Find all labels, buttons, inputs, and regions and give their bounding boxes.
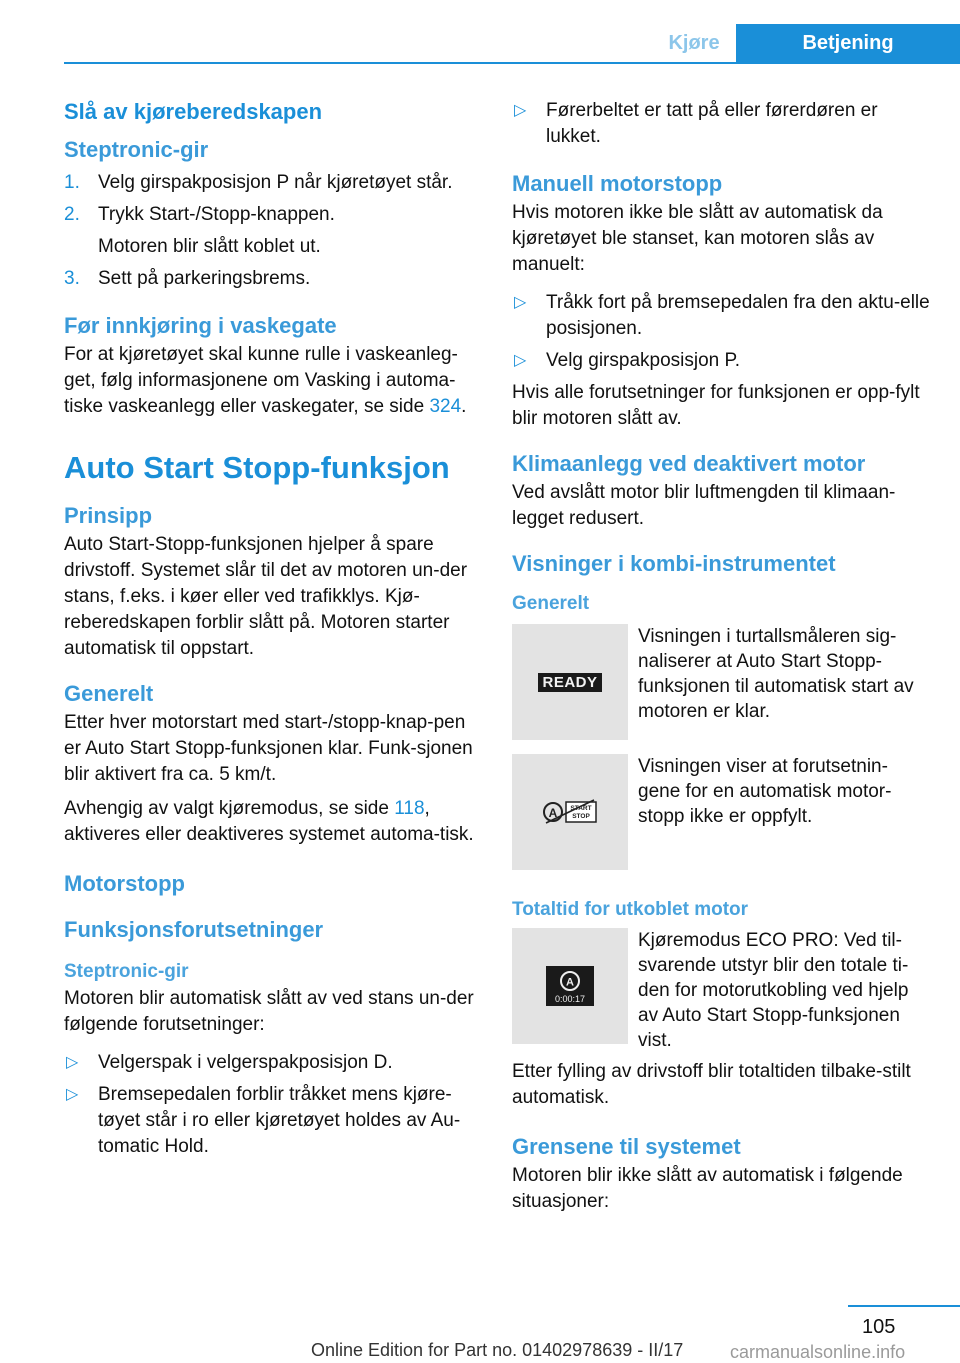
heading-klimaanlegg: Klimaanlegg ved deaktivert motor — [512, 451, 866, 476]
paragraph-fylling: Etter fylling av drivstoff blir totaltiden tilbake‐stilt automatisk. — [512, 1061, 911, 1108]
paragraph-grensene: Motoren blir ikke slått av automatisk i følgende situasjoner: — [512, 1165, 903, 1212]
figure-totaltid-caption: Kjøremodus ECO PRO: Ved til‐svarende utstyr blir den totale ti‐den for motorutkobling ved hjelp av Auto Start Stopp-funksjonen vist. — [638, 930, 909, 1051]
header-tab-betjening[interactable]: Betjening — [736, 24, 960, 62]
auto-start-stop-crossed-image — [512, 754, 628, 870]
paragraph-generelt-1: Etter hver motorstart med start-/stopp-knap‐pen er Auto Start Stopp-funksjonen klar. Funk‐sjonen blir aktivert fra ca. 5 km/t. — [64, 712, 473, 785]
paragraph-prinsipp: Auto Start-Stopp-funksjonen hjelper å spare drivstoff. Systemet slår til det av motoren un‐der stans, f.eks. i køer eller ved trafikklys. Kjø‐reberedskapen forblir slått på. Motoren starter automatisk til oppstart. — [64, 534, 468, 659]
triangle-bullet-icon: ▷ — [66, 1086, 79, 1103]
heading-steptronic: Steptronic-gir — [64, 137, 209, 162]
heading-grensene: Grensene til systemet — [512, 1134, 741, 1159]
heading-sla-av: Slå av kjøreberedskapen — [64, 99, 323, 124]
step-number: 1. — [64, 172, 80, 193]
step-1 — [64, 170, 478, 196]
heading-prinsipp: Prinsipp — [64, 503, 153, 528]
heading-generelt: Generelt — [64, 681, 154, 706]
paragraph-vaskegate: For at kjøretøyet skal kunne rulle i vaskeanleg‐get, følg informasjonene om Vasking i automa‐tiske vaskeanlegg eller vaskegater, se side 324. — [64, 344, 467, 417]
step-number: 3. — [64, 268, 80, 289]
step-text: Sett på parkeringsbrems. — [98, 268, 311, 289]
heading-funksjonsforutsetninger: Funksjonsforutsetninger — [64, 917, 324, 942]
heading-motorstopp: Motorstopp — [64, 871, 185, 896]
ready-label: READY — [538, 673, 601, 692]
figure-ready — [512, 624, 930, 740]
heading-visninger: Visninger i kombi-instrumentet — [512, 551, 836, 576]
manual-item: ▷ Velg girspakposisjon P. — [512, 348, 930, 374]
heading-auto-start-stopp: Auto Start Stopp-funksjon — [64, 450, 450, 485]
page-number: 105 — [862, 1316, 896, 1338]
triangle-bullet-icon: ▷ — [514, 102, 527, 119]
watermark: carmanualsonline.info — [730, 1342, 906, 1362]
left-column — [64, 98, 478, 1166]
triangle-bullet-icon: ▷ — [514, 294, 527, 311]
header-rule — [64, 62, 960, 64]
manual-item: ▷ Tråkk fort på bremsepedalen fra den aktu‐elle posisjonen. — [514, 292, 930, 339]
step-text: Velg girspakposisjon P når kjøretøyet står. — [98, 172, 453, 193]
triangle-bullet-icon: ▷ — [66, 1054, 79, 1071]
paragraph-forutsetninger-oppfylt: Hvis alle forutsetninger for funksjonen er opp‐fylt blir motoren slått av. — [512, 382, 920, 429]
ready-indicator-image — [512, 624, 628, 740]
step-2 — [64, 202, 478, 228]
header-tab-kjore[interactable]: Kjøre — [652, 24, 736, 62]
paragraph-klimaanlegg: Ved avslått motor blir luftmengden til klimaan‐legget redusert. — [512, 482, 896, 529]
step-3 — [64, 266, 478, 292]
condition-item: ▷ Førerbeltet er tatt på eller førerdøren er lukket. — [514, 100, 878, 147]
auto-start-stop-off-icon — [542, 797, 598, 827]
figure-ready-caption: Visningen i turtallsmåleren sig‐naliserer at Auto Start Stopp-funksjonen til automatisk start av motoren er klar. — [638, 626, 914, 722]
page-link-324[interactable]: 324 — [429, 396, 462, 417]
triangle-bullet-icon: ▷ — [514, 352, 527, 369]
step-text: Trykk Start-/Stopp-knappen. — [98, 204, 335, 225]
heading-vaskegate: Før innkjøring i vaskegate — [64, 313, 337, 338]
figure-not-ready-caption: Visningen viser at forutsetnin‐gene for en automatisk motor‐stopp ikke er oppfylt. — [638, 756, 892, 827]
heading-totaltid: Totaltid for utkoblet motor — [512, 899, 749, 920]
total-time-image — [512, 928, 628, 1044]
page-link-118[interactable]: 118 — [394, 798, 425, 819]
condition-item: ▷ Bremsepedalen forblir tråkket mens kjøre‐tøyet står i ro eller kjøretøyet holdes av Au‐tomatic Hold. — [66, 1084, 461, 1157]
paragraph-generelt-2: Avhengig av valgt kjøremodus, se side 118, aktiveres eller deaktiveres systemet automa‐tisk. — [64, 798, 474, 845]
footer-edition: Online Edition for Part no. 01402978639 - II/17 — [311, 1340, 684, 1360]
paragraph-manuell: Hvis motoren ikke ble slått av automatisk da kjøretøyet ble stanset, kan motoren slås av manuelt: — [512, 202, 883, 275]
auto-start-stop-timer-icon — [546, 966, 594, 1006]
figure-not-ready — [512, 754, 930, 870]
figure-totaltid — [512, 928, 930, 1053]
heading-steptronic-2: Steptronic-gir — [64, 961, 189, 982]
condition-item: ▷ Velgerspak i velgerspakposisjon D. — [64, 1050, 478, 1076]
svg-text:A: A — [548, 806, 558, 820]
step-2-note: Motoren blir slått koblet ut. — [98, 236, 321, 257]
svg-text:START: START — [570, 805, 592, 812]
right-column — [512, 98, 930, 1223]
step-number: 2. — [64, 204, 80, 225]
footer-rule — [848, 1305, 960, 1307]
svg-text:A: A — [566, 976, 574, 989]
svg-text:STOP: STOP — [572, 813, 590, 820]
paragraph-motorstopp: Motoren blir automatisk slått av ved stans un‐der følgende forutsetninger: — [64, 988, 474, 1035]
heading-manuell-motorstopp: Manuell motorstopp — [512, 171, 723, 196]
svg-text:0:00:17: 0:00:17 — [554, 994, 586, 1004]
heading-generelt-right: Generelt — [512, 593, 590, 614]
